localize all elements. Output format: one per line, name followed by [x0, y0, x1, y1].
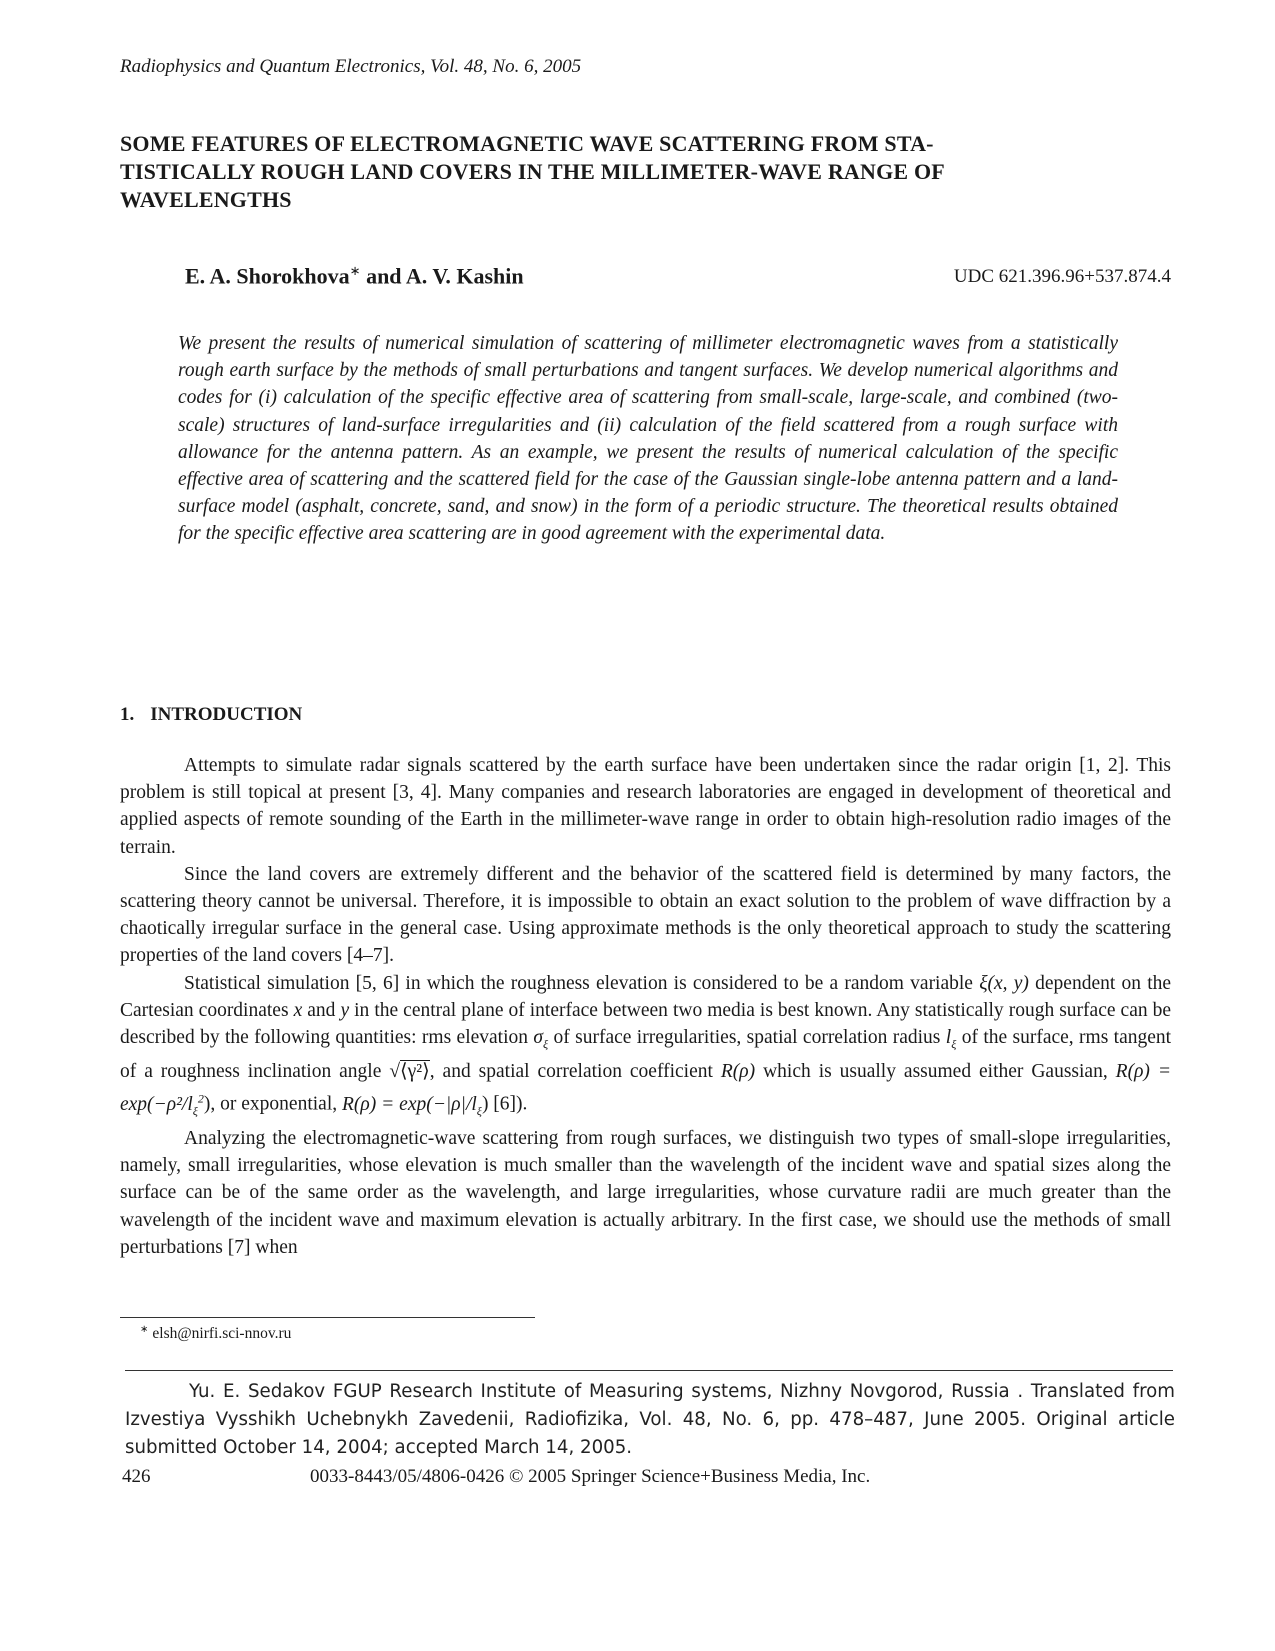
- footnote-mark: ∗: [140, 1324, 149, 1335]
- section-number: 1.: [120, 704, 135, 725]
- footnote-rule: [120, 1317, 535, 1318]
- title-line-2: TISTICALLY ROUGH LAND COVERS IN THE MILLIMETER-WAVE RANGE OF: [120, 159, 945, 184]
- math-gaussian: $R(\rho) = \exp(-\rho^2/l_\xi^2$: [120, 1061, 1172, 1118]
- author-2: A. V. Kashin: [405, 263, 524, 289]
- footnote: [140, 1324, 291, 1343]
- paragraph-2: Since the land covers are extremely different and the behavior of the scattered field is determined by many factors, the scattering theory cannot be universal. Therefore, it is impossible to obtain an exact solution to the problem of wave diffraction by a chaotically irregular surface in the general case. Using approximate methods is the only theoretical approach to study the scattering properties of the land covers [4–7].: [120, 863, 1171, 967]
- author-conjunction: and: [366, 263, 402, 289]
- math-x: x: [293, 999, 303, 1021]
- abstract: We present the results of numerical simulation of scattering of millimeter electromagnetic waves from a statistically rough earth surface by the methods of small perturbations and tangent surfaces. We develop numerical algorithms and codes for (i) calculation of the specific effective area of scattering from small-scale, large-scale, and combined (two-scale) structures of land-surface irregularities and (ii) calculation of the field scattered from a rough surface with allowance for the antenna pattern. As an example, we present the results of numerical calculation of the specific effective area of scattering and the scattered field for the case of the Gaussian single-lobe antenna pattern and a land-surface model (asphalt, concrete, sand, and snow) in the form of a periodic structure. The theoretical results obtained for the specific effective area scattering are in good agreement with the experimental data.: [178, 333, 1118, 545]
- paragraph-4: Analyzing the electromagnetic-wave scattering from rough surfaces, we distinguish two types of small-slope irregularities, namely, small irregularities, whose elevation is much smaller than the wavelength of the incident wave and spatial sizes along the surface can be of the same order as the wavelength, and large irregularities, whose curvature radii are much greater than the wavelength of the incident wave and maximum elevation is actually arbitrary. In the first case, we should use the methods of small perturbations [7] when: [120, 1127, 1171, 1258]
- title-line-3: WAVELENGTHS: [120, 187, 292, 212]
- title-line-1: SOME FEATURES OF ELECTROMAGNETIC WAVE SCATTERING FROM STA-: [120, 131, 934, 156]
- math-l: $l_\xi$: [945, 1027, 957, 1051]
- translation-rule: [125, 1370, 1173, 1371]
- udc-code: UDC 621.396.96+537.874.4: [953, 266, 1171, 287]
- math-sigma: $\sigma_\xi$: [533, 1027, 549, 1051]
- journal-header: Radiophysics and Quantum Electronics, Vol. 48, No. 6, 2005: [120, 56, 582, 77]
- author-1: E. A. Shorokhova: [185, 263, 350, 289]
- translation-note: Yu. E. Sedakov FGUP Research Institute of Measuring systems, Nizhny Novgorod, Russia . Translated from Izvestiya Vysshikh Uchebnykh Zavedenii, Radiofizika, Vol. 48, No. 6, pp. 478–487, June 2005. Original article submitted October 14, 2004; accepted March 14, 2005.: [125, 1381, 1175, 1458]
- math-sqrt-gamma: √⟨γ²⟩: [389, 1061, 430, 1083]
- paragraph-1: Attempts to simulate radar signals scattered by the earth surface have been undertaken since the radar origin [1, 2]. This problem is still topical at present [3, 4]. Many companies and research laboratories are engaged in development of theoretical and applied aspects of remote sounding of the Earth in the millimeter-wave range in order to obtain high-resolution radio images of the terrain.: [120, 755, 1171, 858]
- body-text: [120, 752, 1171, 1261]
- paper-title: [120, 130, 1170, 214]
- math-r-rho: R(ρ): [720, 1061, 756, 1083]
- page-number: 426: [122, 1466, 151, 1487]
- section-heading: [120, 704, 302, 726]
- math-xi-xy: ξ(x, y): [979, 972, 1029, 994]
- math-exponential: $R(\rho) = \exp(-|\rho|/l_\xi$: [342, 1093, 482, 1118]
- author-list: [185, 263, 524, 289]
- copyright-line: 0033-8443/05/4806-0426 © 2005 Springer Science+Business Media, Inc.: [310, 1466, 871, 1487]
- paragraph-3: Statistical simulation [5, 6] in which the roughness elevation is considered to be a random variable ξ(x, y) dependent on the Cartesian coordinates x and y in the central plane of interface between two media is best known. Any statistically rough surface can be described by the following quantities: rms elevation $\sigma_\xi$ of surface irregularities, spatial correlation radius $l_\xi$ of the surface, rms tangent of a roughness inclination angle √⟨γ²⟩, and spatial correlation coefficient R(ρ) which is usually assumed either Gaussian, $R(\rho) = \exp(-\rho^2/l_\xi^2)$, or exponential, $R(\rho) = \exp(-|\rho|/l_\xi)$ [6]).: [120, 972, 1172, 1118]
- footnote-email[interactable]: elsh@nirfi.sci-nnov.ru: [152, 1325, 292, 1343]
- section-title: INTRODUCTION: [150, 704, 303, 725]
- author-1-footnote-mark: ∗: [349, 263, 361, 278]
- math-y: y: [340, 999, 350, 1021]
